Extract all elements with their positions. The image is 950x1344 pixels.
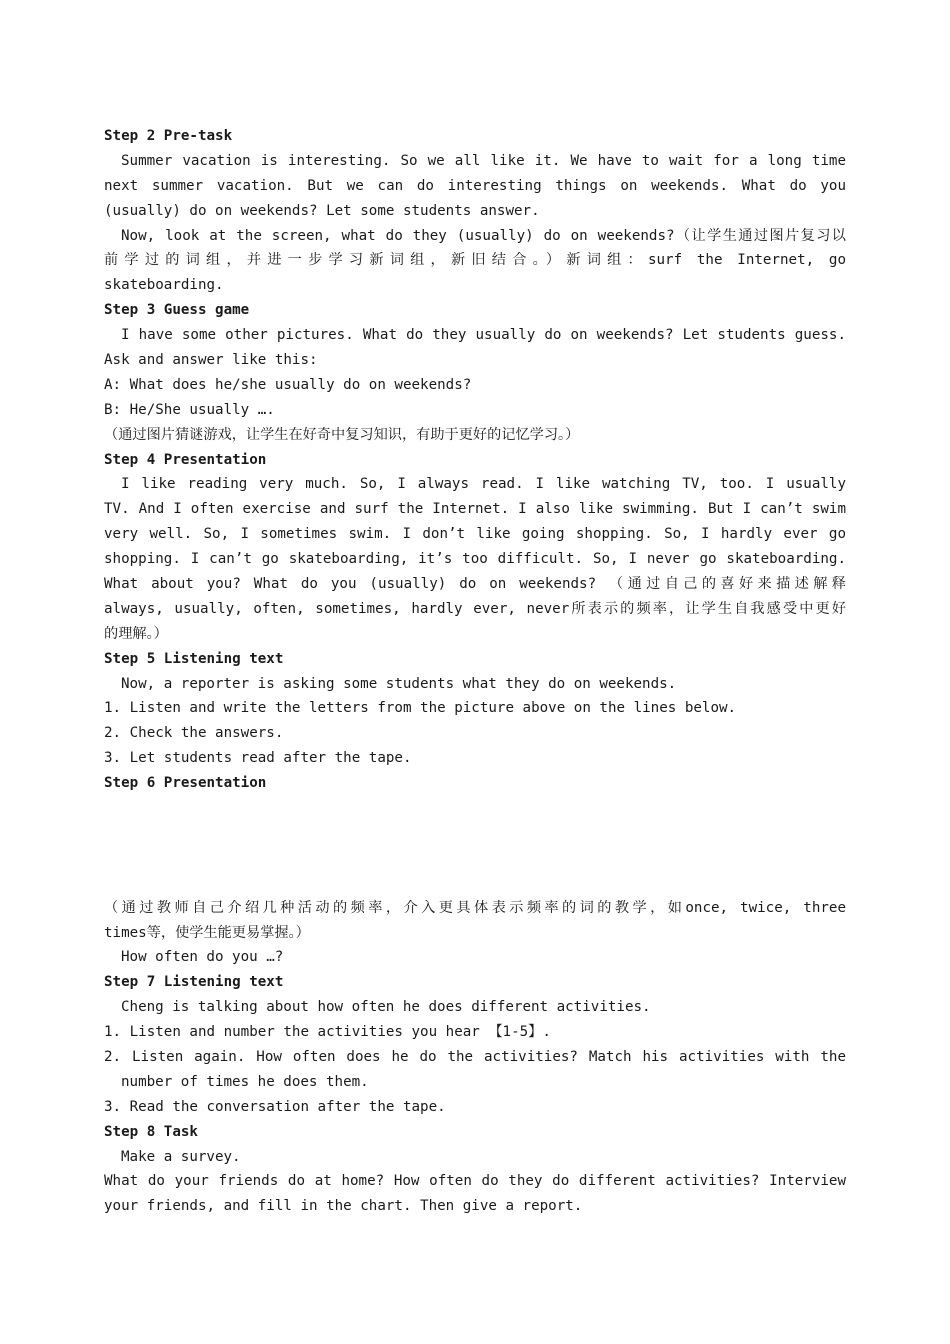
step7-line: 1. Listen and number the activities you hear 【1-5】. <box>104 1024 551 1041</box>
step7-line: 2. Listen again. How often does he do the activities? Match his activities with the <box>104 1048 846 1065</box>
step6-heading: Step 6 Presentation <box>104 775 267 792</box>
step2-line: 前学过的词组，并进一步学习新词组，新旧结合。）新词组：surf the Internet, go <box>104 252 846 269</box>
step7-line: 3. Read the conversation after the tape. <box>104 1098 446 1115</box>
step6-line: （通过教师自己介绍几种活动的频率，介入更具体表示频率的词的教学，如once, twice, three <box>104 899 846 916</box>
step6-line: times等，使学生能更易掌握。） <box>104 924 310 941</box>
step3-line: B: He/She usually …. <box>104 401 275 418</box>
step7-line: Cheng is talking about how often he does different activities. <box>121 999 651 1016</box>
step7-line: number of times he does them. <box>121 1073 369 1090</box>
step3-line: A: What does he/she usually do on weekends? <box>104 376 472 393</box>
step8-line: What do your friends do at home? How often do they do different activities? Interview <box>104 1173 846 1190</box>
step5-line: 1. Listen and write the letters from the picture above on the lines below. <box>104 700 737 717</box>
step8-line: Make a survey. <box>121 1148 241 1165</box>
step2-line: Summer vacation is interesting. So we all like it. We have to wait for a long time <box>121 152 846 169</box>
step6-line: How often do you …? <box>121 949 284 966</box>
step2-line: (usually) do on weekends? Let some students answer. <box>104 202 540 219</box>
lesson-plan-page <box>104 124 846 1219</box>
step2-line: next summer vacation. But we can do interesting things on weekends. What do you <box>104 177 846 194</box>
step3-heading: Step 3 Guess game <box>104 302 250 319</box>
step3-line: I have some other pictures. What do they usually do on weekends? Let students guess. <box>121 327 846 344</box>
step4-line: shopping. I can’t go skateboarding, it’s too difficult. So, I never go skateboarding. <box>104 551 846 568</box>
frequency-pair <box>104 846 846 871</box>
step5-line: 3. Let students read after the tape. <box>104 750 412 767</box>
step3-line: （通过图片猜谜游戏，让学生在好奇中复习知识，有助于更好的记忆学习。） <box>104 426 580 443</box>
step4-heading: Step 4 Presentation <box>104 451 267 468</box>
frequency-pair <box>104 871 846 896</box>
step4-line: 的理解。） <box>104 625 168 642</box>
frequency-pair <box>104 796 846 821</box>
step5-line: 2. Check the answers. <box>104 725 284 742</box>
step7-heading: Step 7 Listening text <box>104 974 284 991</box>
step4-line: very well. So, I sometimes swim. I don’t like going shopping. So, I hardly ever go <box>104 526 846 543</box>
step2-line: skateboarding. <box>104 277 224 294</box>
step4-line: always, usually, often, sometimes, hardly ever, never所表示的频率，让学生自我感受中更好 <box>104 600 846 617</box>
step3-line: Ask and answer like this: <box>104 352 318 369</box>
step4-line: What about you? What do you (usually) do on weekends? （通过自己的喜好来描述解释 <box>104 576 846 593</box>
step2-line: Now, look at the screen, what do they (usually) do on weekends?（让学生通过图片复习以 <box>121 227 846 244</box>
step5-line: Now, a reporter is asking some students what they do on weekends. <box>121 675 677 692</box>
step2-heading: Step 2 Pre-task <box>104 128 233 144</box>
step8-line: your friends, and fill in the chart. Then give a report. <box>104 1198 583 1215</box>
frequency-pair <box>104 821 846 846</box>
step8-heading: Step 8 Task <box>104 1123 198 1140</box>
step4-line: I like reading very much. So, I always read. I like watching TV, too. I usually <box>121 476 846 493</box>
step4-line: TV. And I often exercise and surf the Internet. I also like swimming. But I can’t swim <box>104 501 846 518</box>
step5-heading: Step 5 Listening text <box>104 650 284 667</box>
